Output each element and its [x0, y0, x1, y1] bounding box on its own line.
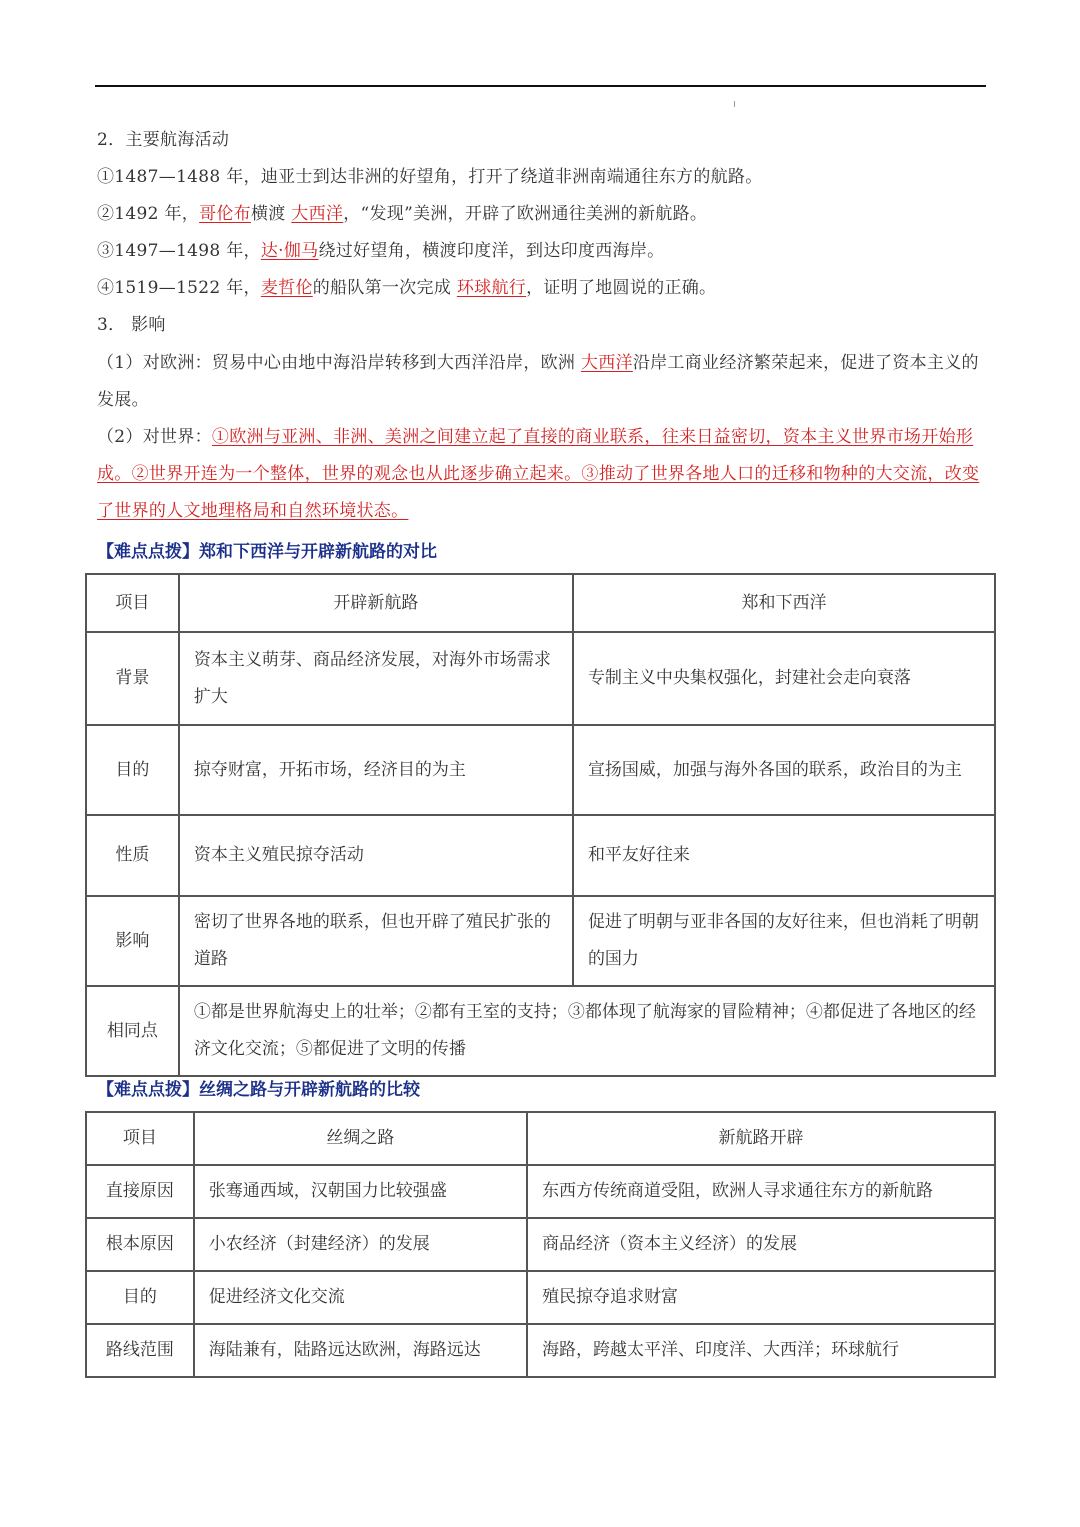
- table-row: [86, 632, 995, 725]
- table-row: [86, 1218, 995, 1271]
- table-header-cell: 丝绸之路: [194, 1112, 527, 1165]
- table-row: [86, 1271, 995, 1324]
- row-label: 背景: [86, 632, 179, 725]
- table-cell: 小农经济（封建经济）的发展: [194, 1218, 527, 1271]
- table-row-common: [86, 986, 995, 1076]
- table-cell: 海陆兼有，陆路远达欧洲，海路远达: [194, 1324, 527, 1377]
- table-cell: 掠夺财富，开拓市场，经济目的为主: [179, 725, 573, 815]
- table2-heading: 【难点点拨】丝绸之路与开辟新航路的比较: [97, 1080, 420, 1100]
- voyage-item-1: [97, 165, 763, 189]
- voyage-item-4-pre: ④1519—1522 年，: [97, 278, 261, 298]
- header-rule: [95, 85, 986, 87]
- voyage-item-2: [97, 202, 707, 226]
- table-cell: 张骞通西域，汉朝国力比较强盛: [194, 1165, 527, 1218]
- row-label: 影响: [86, 896, 179, 986]
- table-cell: 殖民掠夺追求财富: [527, 1271, 995, 1324]
- voyage-item-2-pre: ②1492 年，: [97, 204, 200, 224]
- row-label: 根本原因: [86, 1218, 194, 1271]
- impact-europe-paragraph: [97, 345, 987, 419]
- voyage-item-2-mid: 横渡: [250, 204, 292, 224]
- row-label: 目的: [86, 1271, 194, 1324]
- row-label: 相同点: [86, 986, 179, 1076]
- table-cell: 促进了明朝与亚非各国的友好往来，但也消耗了明朝的国力: [573, 896, 995, 986]
- table-header-row: [86, 1112, 995, 1165]
- voyage-item-4-post: ，证明了地圆说的正确。: [526, 278, 717, 298]
- table-row: [86, 725, 995, 815]
- voyage-item-4-keyword-2: 环球航行: [456, 278, 527, 298]
- table-header-cell: 郑和下西洋: [573, 574, 995, 632]
- table-cell: 商品经济（资本主义经济）的发展: [527, 1218, 995, 1271]
- impact-world-label: （2）对世界：: [97, 427, 212, 447]
- row-label: 路线范围: [86, 1324, 194, 1377]
- voyage-item-3-pre: ③1497—1498 年，: [97, 241, 261, 261]
- table-header-cell: 项目: [86, 574, 179, 632]
- table-row: [86, 896, 995, 986]
- table-header-row: [86, 574, 995, 632]
- voyage-item-4: [97, 276, 716, 300]
- row-label: 直接原因: [86, 1165, 194, 1218]
- voyage-item-3: [97, 239, 664, 263]
- voyage-item-4-mid: 的船队第一次完成: [312, 278, 457, 298]
- table-header-cell: 新航路开辟: [527, 1112, 995, 1165]
- table-cell: 东西方传统商道受阻，欧洲人寻求通往东方的新航路: [527, 1165, 995, 1218]
- voyage-item-2-post: ，“发现”美洲，开辟了欧洲通往美洲的新航路。: [343, 204, 708, 224]
- table-header-cell: 项目: [86, 1112, 194, 1165]
- voyage-item-1-text: ①1487—1488 年，迪亚士到达非洲的好望角，打开了绕道非洲南端通往东方的航路。: [97, 167, 763, 187]
- voyage-item-2-keyword-1: 哥伦布: [199, 204, 251, 224]
- row-label: 目的: [86, 725, 179, 815]
- table-header-cell: 开辟新航路: [179, 574, 573, 632]
- voyage-item-3-keyword: 达·伽马: [260, 241, 319, 261]
- header-tick-mark: [734, 101, 735, 107]
- table-cell: 宣扬国威，加强与海外各国的联系，政治目的为主: [573, 725, 995, 815]
- impact-europe-post: 沿岸工商业经济繁荣起来，促进了资本主义的发展。: [97, 353, 979, 410]
- table-row: [86, 1324, 995, 1377]
- table-cell: 资本主义殖民掠夺活动: [179, 815, 573, 896]
- comparison-table-silkroad: [85, 1111, 996, 1378]
- comparison-table-zhenghe: [85, 573, 996, 1077]
- table-cell: 资本主义萌芽、商品经济发展，对海外市场需求扩大: [179, 632, 573, 725]
- table-row: [86, 815, 995, 896]
- impact-world-text: ①欧洲与亚洲、非洲、美洲之间建立起了直接的商业联系，往来日益密切，资本主义世界市场开始形成。②世界开连为一个整体，世界的观念也从此逐步确立起来。③推动了世界各地人口的迁移和物种的大交流，改变了世界的人文地理格局和自然环境状态。: [97, 427, 980, 521]
- table-cell: 和平友好往来: [573, 815, 995, 896]
- voyage-item-2-keyword-2: 大西洋: [291, 204, 344, 224]
- table-cell-common: ①都是世界航海史上的壮举；②都有王室的支持；③都体现了航海家的冒险精神；④都促进了各地区的经济文化交流；⑤都促进了文明的传播: [179, 986, 995, 1076]
- voyage-item-4-keyword-1: 麦哲伦: [260, 278, 313, 298]
- section3-title: 3． 影响: [97, 315, 166, 335]
- table1-heading: 【难点点拨】郑和下西洋与开辟新航路的对比: [97, 542, 437, 562]
- table-cell: 专制主义中央集权强化，封建社会走向衰落: [573, 632, 995, 725]
- impact-world-paragraph: [97, 419, 987, 530]
- table-row: [86, 1165, 995, 1218]
- table-cell: 密切了世界各地的联系，但也开辟了殖民扩张的道路: [179, 896, 573, 986]
- voyage-item-3-post: 绕过好望角，横渡印度洋，到达印度西海岸。: [318, 241, 665, 261]
- section2-title: 2．主要航海活动: [97, 130, 230, 150]
- table-cell: 促进经济文化交流: [194, 1271, 527, 1324]
- row-label: 性质: [86, 815, 179, 896]
- impact-europe-keyword: 大西洋: [580, 353, 633, 373]
- impact-europe-pre: （1）对欧洲：贸易中心由地中海沿岸转移到大西洋沿岸，欧洲: [97, 353, 581, 373]
- table-cell: 海路，跨越太平洋、印度洋、大西洋；环球航行: [527, 1324, 995, 1377]
